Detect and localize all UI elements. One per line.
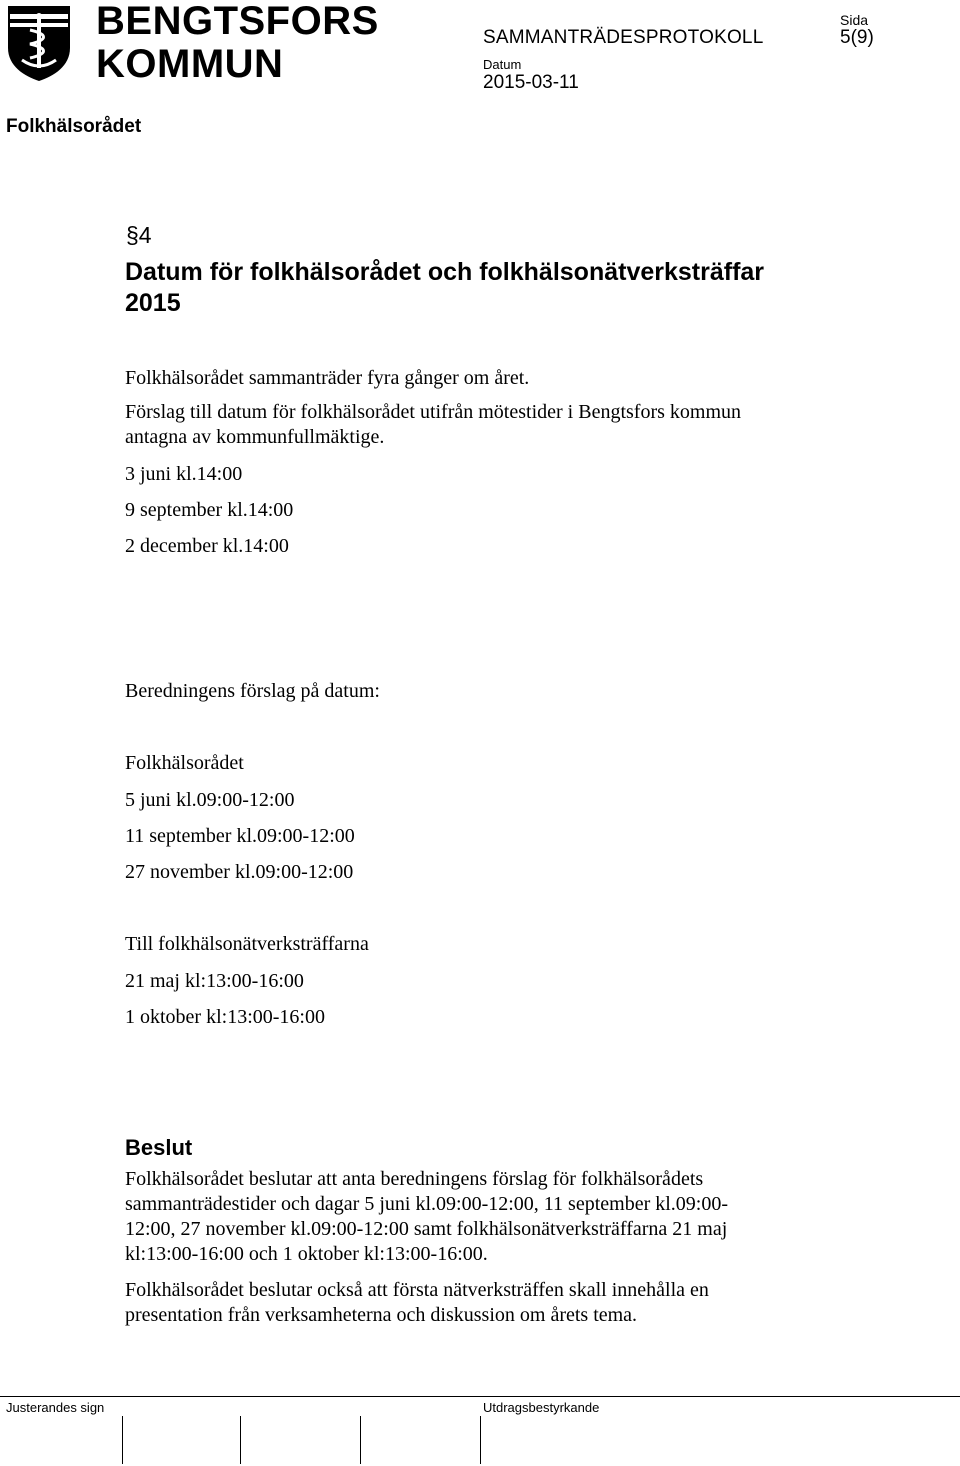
proposal-council-date: 11 september kl.09:00-12:00 [125,825,355,847]
decision-paragraph-line: Folkhälsorådet beslutar också att första nätverksträffen skall innehålla en [125,1279,709,1301]
proposal-network-date: 1 oktober kl:13:00-16:00 [125,1006,325,1028]
decision-paragraph-line: Folkhälsorådet beslutar att anta beredningens förslag för folkhälsorådets [125,1168,704,1190]
page-number: 5(9) [840,27,874,48]
decision-paragraph-line: presentation från verksamheterna och diskussion om årets tema. [125,1304,638,1326]
municipality-name [96,0,379,86]
municipality-crest-icon [6,4,72,82]
intro-line3: antagna av kommunfullmäktige. [125,426,385,448]
section-title-line2: 2015 [125,289,181,317]
decision-heading: Beslut [125,1135,193,1160]
proposal-council-date: 5 juni kl.09:00-12:00 [125,789,295,811]
proposal-network-date: 21 maj kl:13:00-16:00 [125,970,304,992]
date-value: 2015-03-11 [483,72,579,93]
signature-box[interactable] [240,1416,241,1464]
municipality-name-line1: BENGTSFORS [96,0,379,43]
document-type: SAMMANTRÄDESPROTOKOLL [483,27,764,48]
proposal-council-date: 27 november kl.09:00-12:00 [125,861,354,883]
council-date-item: 3 juni kl.14:00 [125,463,243,485]
intro-line1: Folkhälsorådet sammanträder fyra gånger om året. [125,367,530,389]
section-title-line1: Datum för folkhälsorådet och folkhälsonätverksträffar [125,258,765,286]
section-title [125,257,764,319]
page-label: Sida [840,12,869,28]
municipality-name-line2: KOMMUN [96,42,284,86]
footer-sign-label: Justerandes sign [6,1400,105,1415]
proposal-council-label: Folkhälsorådet [125,752,244,774]
council-date-item: 2 december kl.14:00 [125,535,289,557]
proposal-heading: Beredningens förslag på datum: [125,680,380,702]
proposal-network-label: Till folkhälsonätverksträffarna [125,933,369,955]
paragraph-number: §4 [126,222,152,248]
signature-box[interactable] [122,1416,123,1464]
council-date-item: 9 september kl.14:00 [125,499,294,521]
footer-divider [0,1396,960,1397]
decision-paragraph-line: 12:00, 27 november kl.09:00-12:00 samt folkhälsonätverksträffarna 21 maj [125,1218,728,1240]
footer-extract-label: Utdragsbestyrkande [483,1400,600,1415]
decision-paragraph-line: sammanträdestider och dagar 5 juni kl.09:00-12:00, 11 september kl.09:00- [125,1193,729,1215]
intro-line2: Förslag till datum för folkhälsorådet utifrån mötestider i Bengtsfors kommun [125,401,742,423]
signature-box[interactable] [480,1416,481,1464]
signature-box[interactable] [360,1416,361,1464]
date-label: Datum [483,57,522,72]
department-name: Folkhälsorådet [6,116,142,137]
decision-paragraph-line: kl:13:00-16:00 och 1 oktober kl:13:00-16:00. [125,1243,488,1265]
